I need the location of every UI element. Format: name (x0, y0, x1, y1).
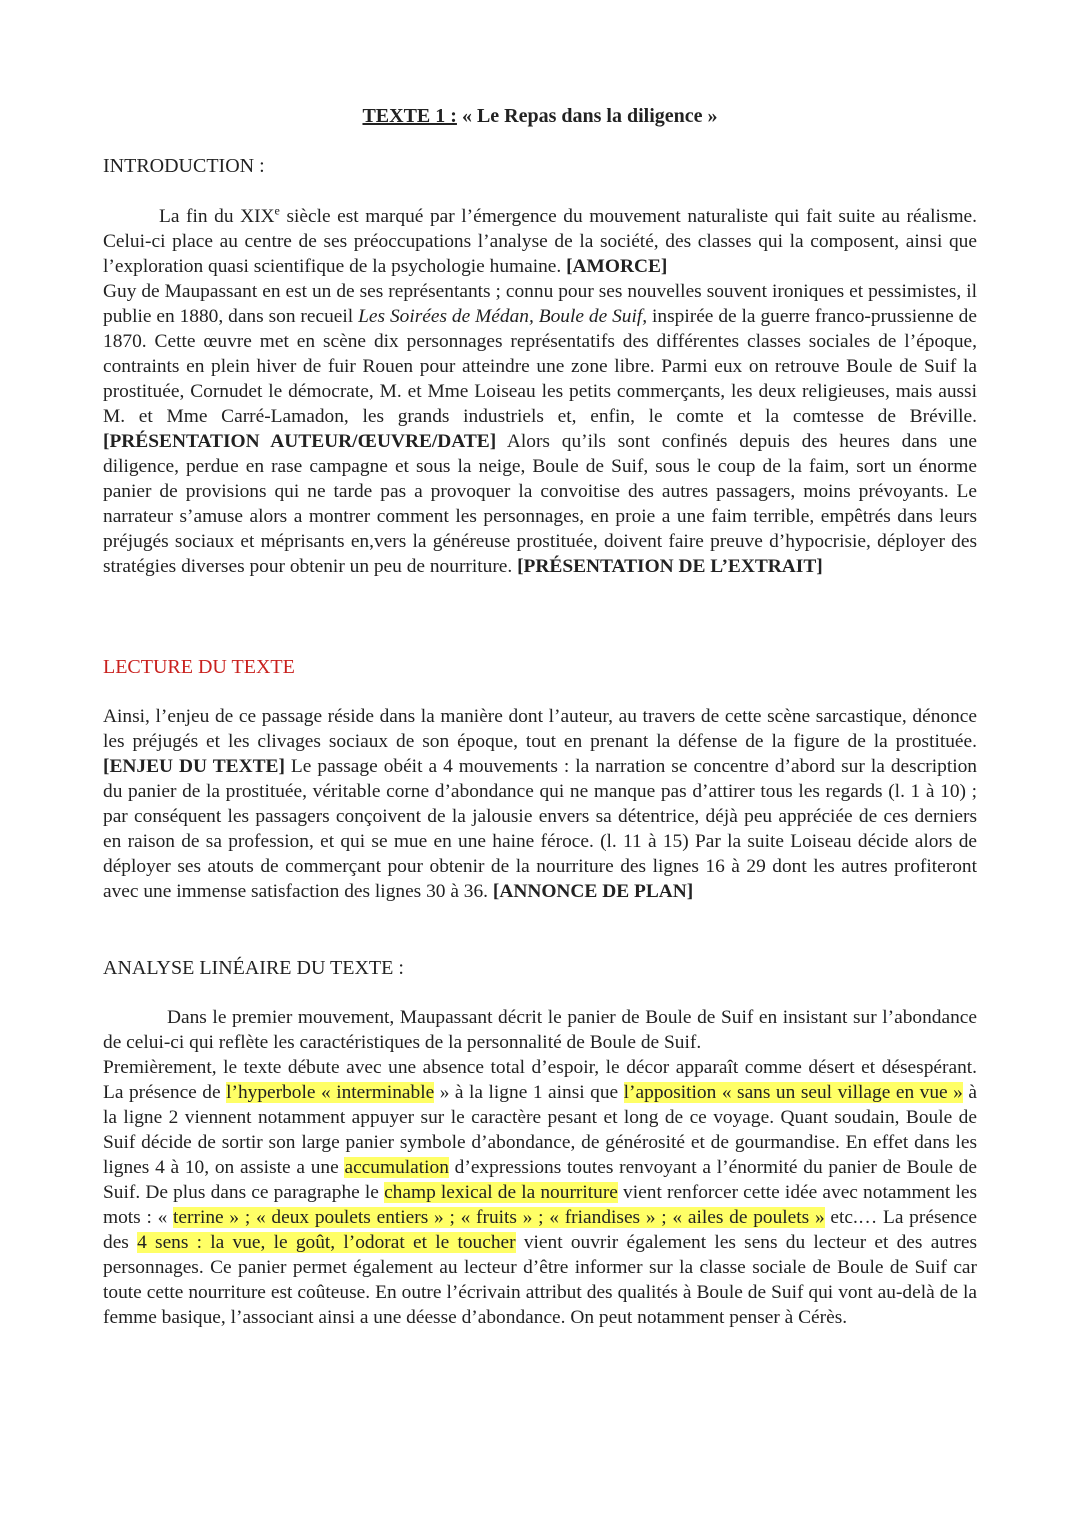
tag-enjeu: [ENJEU DU TEXTE] (103, 756, 285, 777)
tag-presentation: [PRÉSENTATION AUTEUR/ŒUVRE/DATE] (103, 431, 497, 452)
analyse-text: vient renforcer cette idée avec notamment les mots : « (103, 1182, 977, 1228)
lecture-text: Ainsi, l’enjeu de ce passage réside dans la manière dont l’auteur, au travers de cette scène sarcastique, dénonce les préjugés et les clivages sociaux de son époque, tout en prenant la défense de la figure de la prostituée. (103, 706, 977, 752)
analyse-text: Premièrement, le texte débute avec une absence total d’espoir, le décor apparaît comme désert et désespérant. La présence de (103, 1057, 977, 1103)
analyse-text: à la ligne 2 viennent notamment appuyer sur le caractère pesant et long de ce voyage. Quant soudain, Boule de Suif décide de sortir son large panier symbole d’abondance, de générosité et de gourmandise. En effet dans les lignes 4 à 10, on assiste a une (103, 1082, 977, 1178)
lecture-paragraph (103, 704, 977, 904)
lecture-text: Le passage obéit a 4 mouvements : la narration se concentre d’abord sur la description du panier de la prostituée, véritable corne d’abondance qui ne manque pas d’attirer tous les regards (l. 1 à 10) ; par conséquent les passagers conçoivent de la jalousie envers sa détentrice, déjà peu appréciée de ces derniers en raison de sa profession, et qui se mue en une haine féroce. (l. 11 à 15) Par la suite Loiseau décide alors de déployer ses atouts de commerçant pour obtenir de la nourriture des lignes 16 à 29 dont les autres profiteront avec une immense satisfaction des lignes 30 à 36. (103, 756, 977, 902)
analyse-paragraph-2 (103, 1055, 977, 1330)
intro-text: inspirée de la guerre franco-prussienne de 1870. Cette œuvre met en scène dix personnages représentatifs des différentes classes sociales de l’époque, contraints en plein hiver de fuir Rouen pour atteindre une zone libre. Parmi eux on retrouve Boule de Suif la prostituée, Cornudet le démocrate, M. et Mme Loiseau les petits commerçants, les deux religieuses, mais aussi M. et Mme Carré-Lamadon, les grands industriels et, enfin, le comte et la comtesse de Bréville. (103, 306, 977, 427)
highlight-hyperbole: l’hyperbole « interminable (226, 1082, 435, 1103)
highlight-champ-lexical: champ lexical de la nourriture (384, 1182, 618, 1203)
analyse-heading: ANALYSE LINÉAIRE DU TEXTE : (103, 957, 404, 979)
intro-text: siècle est marqué par l’émergence du mouvement naturaliste qui fait suite au réalisme. Celui-ci place au centre de ses préoccupations l’analyse de la société, des classes qui la composent, ainsi que l’exploration quasi scientifique de la psychologie humaine. (103, 206, 978, 277)
lecture-heading: LECTURE DU TEXTE (103, 656, 295, 678)
century-superscript: e (274, 203, 280, 218)
intro-text: La fin du XIX (159, 206, 275, 227)
highlight-accumulation: accumulation (344, 1157, 449, 1178)
analyse-text: etc.… La présence des (103, 1207, 978, 1253)
document-title (103, 103, 977, 129)
highlight-apposition: l’apposition « sans un seul village en vue » (623, 1082, 963, 1103)
introduction-paragraph-1 (103, 204, 977, 279)
introduction-heading: INTRODUCTION : (103, 155, 265, 177)
tag-plan: [ANNONCE DE PLAN] (492, 881, 694, 902)
intro-text: Guy de Maupassant en est un de ses représentants ; connu pour ses nouvelles souvent ironiques et pessimistes, il publie en 1880, dans son recueil (103, 281, 977, 327)
introduction-paragraph-2 (103, 279, 977, 579)
tag-extrait: [PRÉSENTATION DE L’EXTRAIT] (517, 556, 823, 577)
tag-amorce: [AMORCE] (566, 256, 668, 277)
highlight-mots: terrine » ; « deux poulets entiers » ; « fruits » ; « friandises » ; « ailes de poulets » (173, 1207, 825, 1228)
intro-text: Alors qu’ils sont confinés depuis des heures dans une diligence, perdue en rase campagne et sous la neige, Boule de Suif, sous le coup de la faim, sort un énorme panier de provisions qui ne tarde pas a provoquer la convoitise des autres passagers, moins prévoyants. Le narrateur s’amuse alors a montrer comment les personnages, en proie a une faim terrible, empêtrés dans leurs préjugés sociaux et méprisants en,vers la généreuse prostituée, doivent faire preuve d’hypocrisie, déployer des stratégies diverses pour obtenir un peu de nourriture. (103, 431, 977, 577)
title-text: « Le Repas dans la diligence » (456, 105, 718, 127)
highlight-sens: 4 sens : la vue, le goût, l’odorat et le toucher (137, 1232, 516, 1253)
analyse-text: Dans le premier mouvement, Maupassant décrit le panier de Boule de Suif en insistant sur l’abondance de celui-ci qui reflète les caractéristiques de la personnalité de Boule de Suif. (103, 1007, 977, 1053)
analyse-text: vient ouvrir également les sens du lecteur et des autres personnages. Ce panier permet également au lecteur d’être informer sur la classe sociale de Boule de Suif car toute cette nourriture est coûteuse. En outre l’écrivain attribut des qualités à Boule de Suif qui vont au-delà de la femme basique, l’associant ainsi a une déesse d’abondance. On peut notamment penser à Cérès. (103, 1232, 977, 1328)
analyse-text: » à la ligne 1 ainsi que (434, 1082, 624, 1103)
work-title: Les Soirées de Médan, Boule de Suif, (358, 306, 648, 327)
analyse-paragraph-1 (103, 1005, 977, 1055)
analyse-text: d’expressions toutes renvoyant a l’énormité du panier de Boule de Suif. De plus dans ce paragraphe le (103, 1157, 978, 1203)
title-prefix: TEXTE 1 : (362, 105, 457, 127)
